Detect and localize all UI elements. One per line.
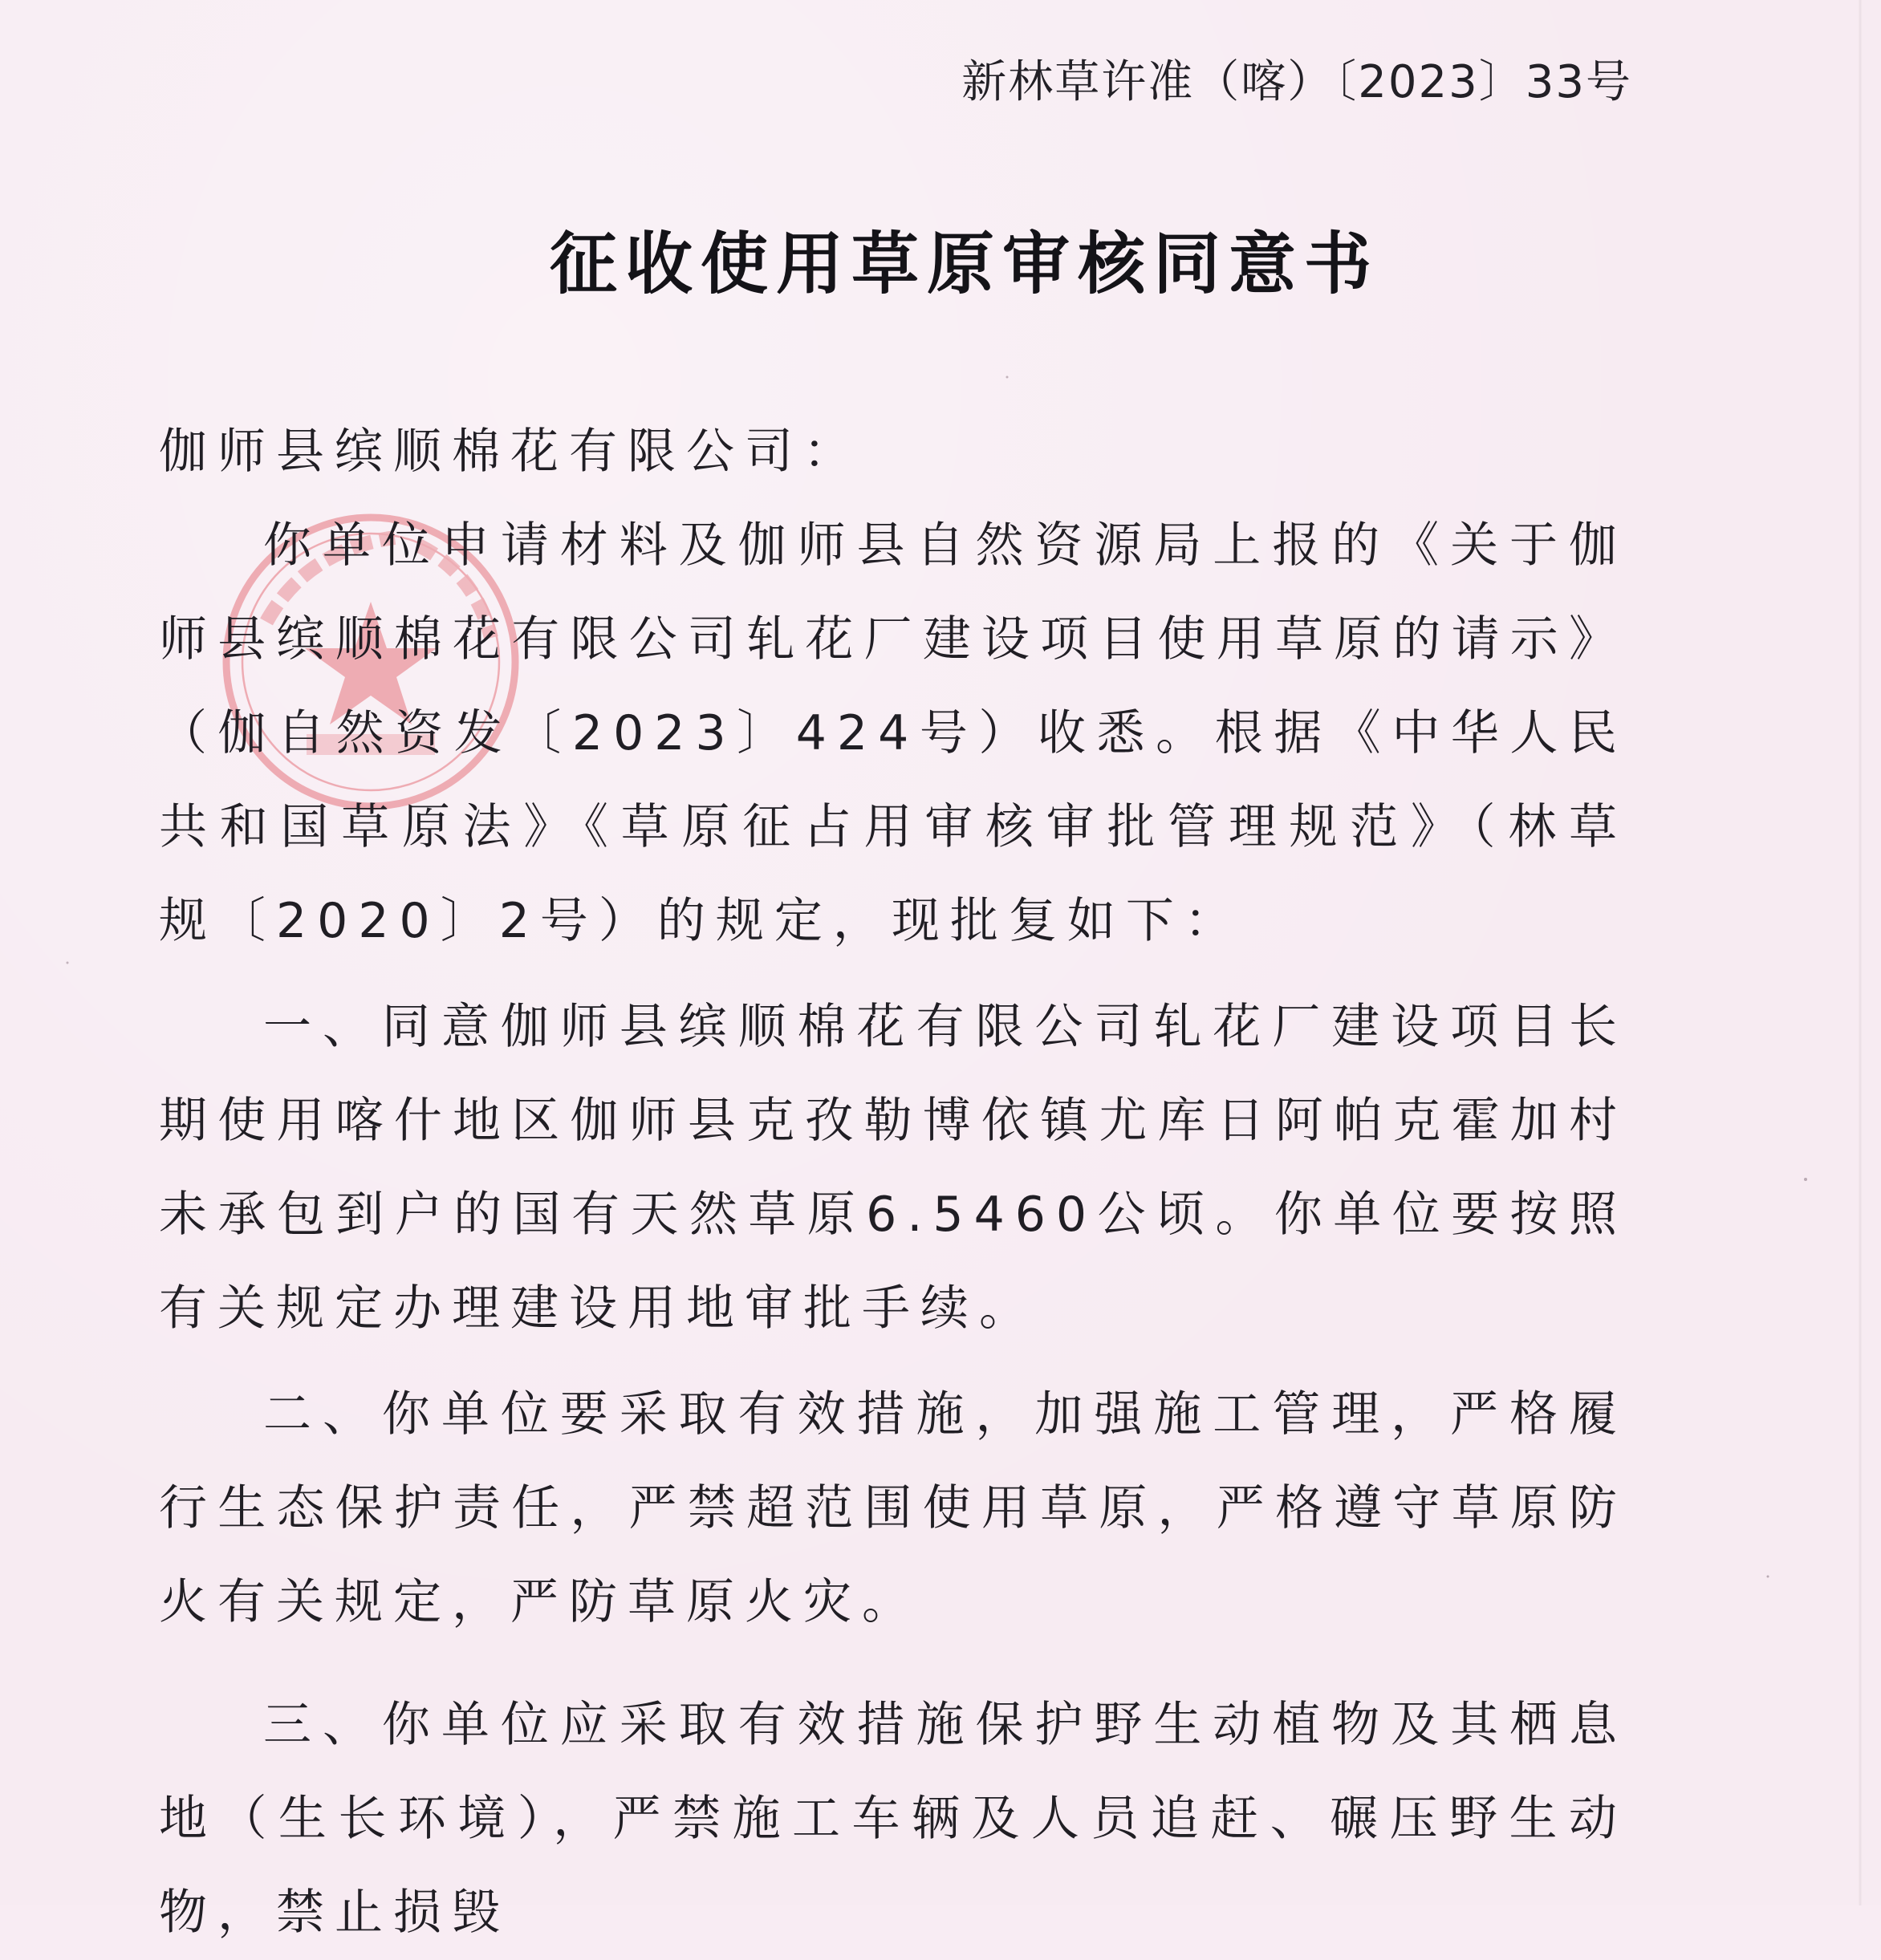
paragraph-item-1: 一、同意伽师县缤顺棉花有限公司轧花厂建设项目长期使用喀什地区伽师县克孜勒博依镇尤库日阿帕克霍加村未承包到户的国有天然草原6.5460公顷。你单位要按照有关规定办理建设用地审批手续。 [159, 999, 1627, 1337]
paragraph-intro: 你单位申请材料及伽师县自然资源局上报的《关于伽师县缤顺棉花有限公司轧花厂建设项目使用草原的请示》（伽自然资发〔2023〕424号）收悉。根据《中华人民共和国草原法》《草原征占用审核审批管理规范》（林草规〔2020〕2号）的规定，现批复如下： [159, 517, 1627, 949]
paragraph-item-3: 三、你单位应采取有效措施保护野生动植物及其栖息地（生长环境），严禁施工车辆及人员追赶、碾压野生动物，禁止损毁 [159, 1697, 1627, 1941]
document-title: 征收使用草原审核同意书 [549, 225, 1379, 303]
addressee: 伽师县缤顺棉花有限公司： [159, 424, 862, 480]
paragraph-item-2: 二、你单位要采取有效措施，加强施工管理，严格履行生态保护责任，严禁超范围使用草原，严格遵守草原防火有关规定，严防草原火灾。 [159, 1386, 1627, 1630]
document-number: 新林草许准（喀）〔2023〕33号 [961, 56, 1632, 108]
document-body [159, 405, 1627, 1960]
